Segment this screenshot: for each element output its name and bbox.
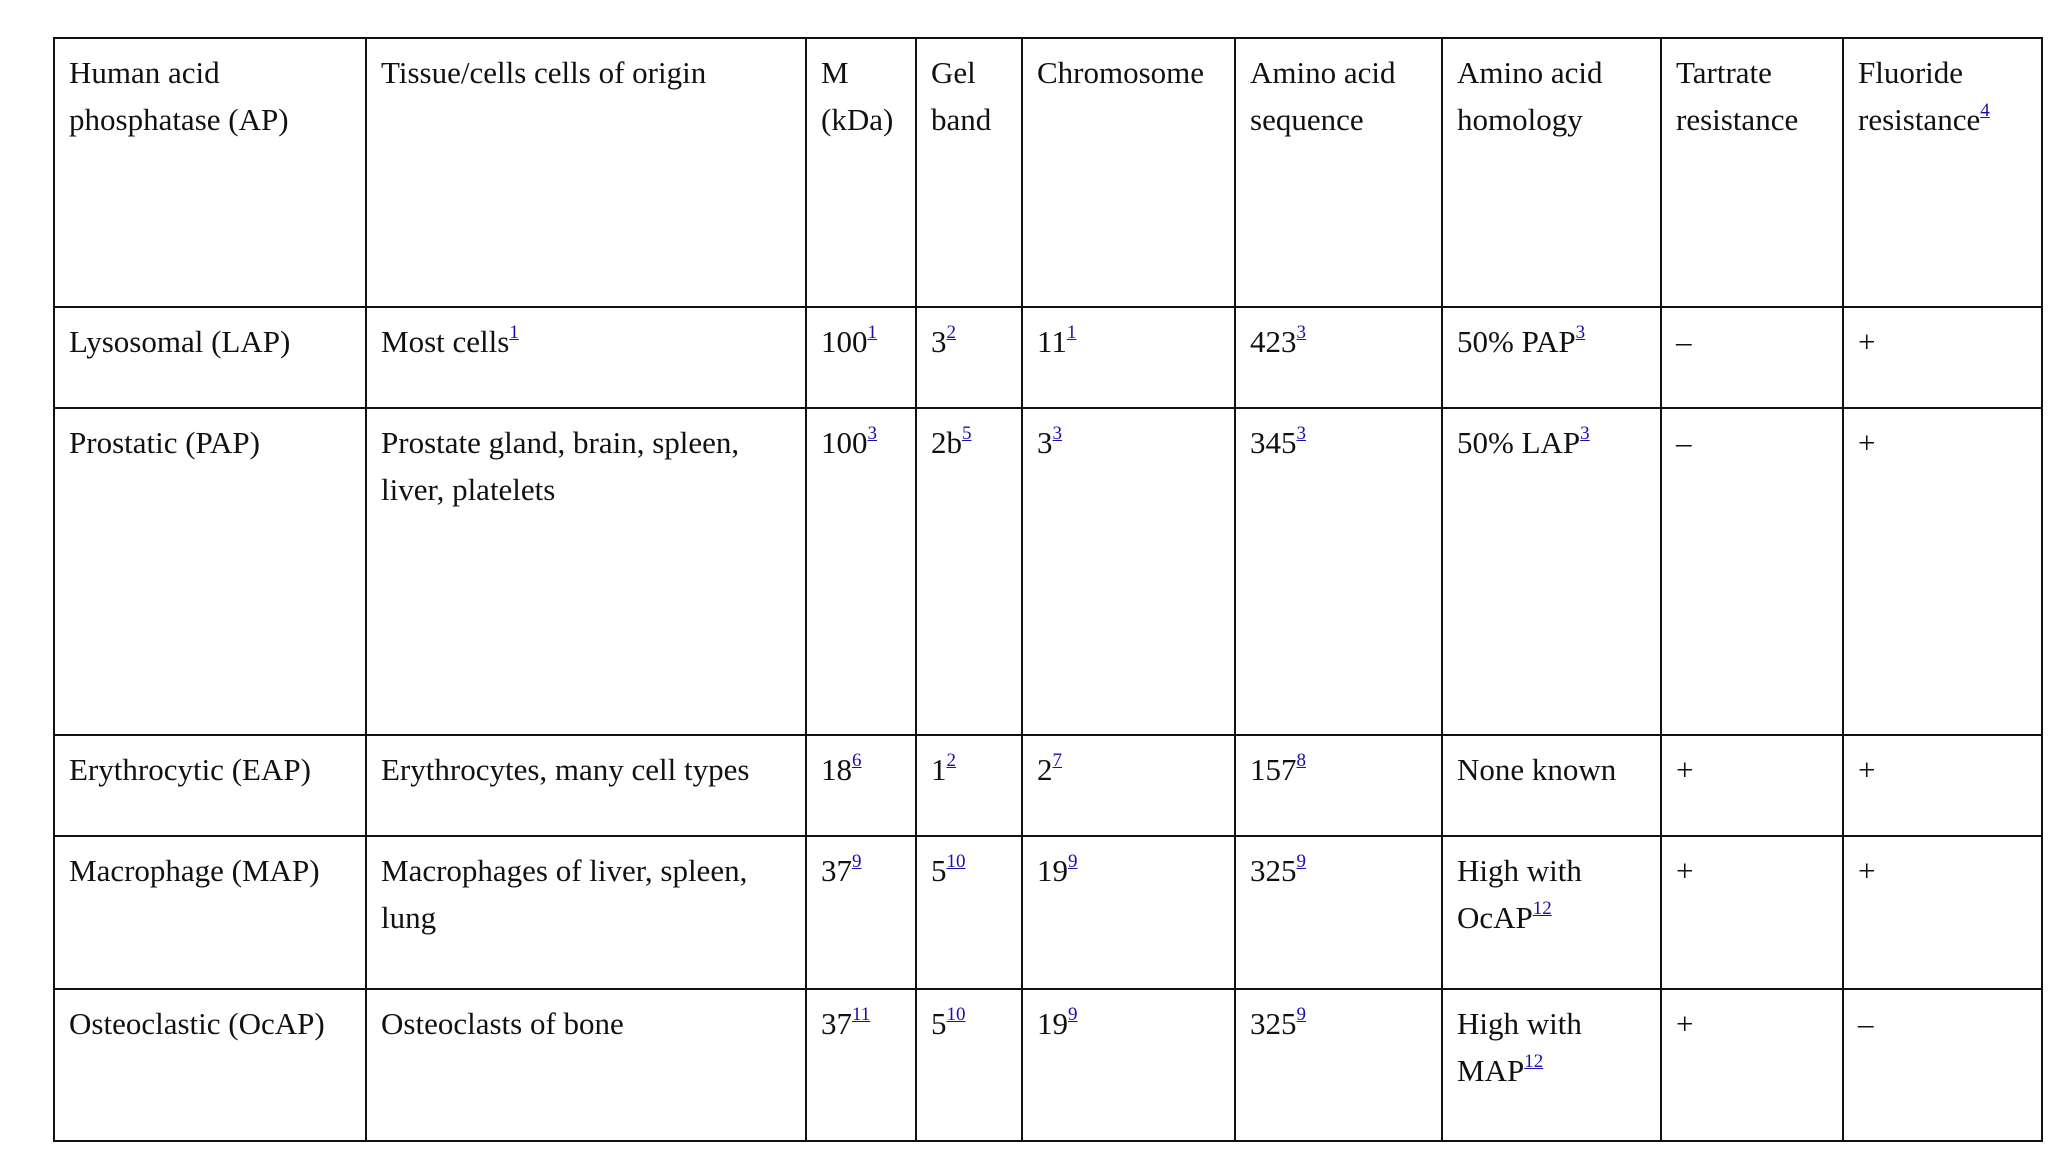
table-cell (1661, 408, 1843, 735)
cell-text: Lysosomal (LAP) (69, 324, 291, 359)
cell-text: Most cells (381, 324, 510, 359)
footnote-link[interactable]: 3 (1296, 322, 1306, 343)
table-cell (1661, 307, 1843, 408)
footnote-link[interactable]: 9 (1296, 1004, 1306, 1025)
cell-text: 11 (1037, 324, 1067, 359)
table-cell (1235, 836, 1442, 989)
footnote-link[interactable]: 1 (867, 322, 877, 343)
table-cell (366, 408, 806, 735)
cell-text: 325 (1250, 1006, 1297, 1041)
table-cell (806, 307, 916, 408)
footnote-ref (1297, 1004, 1307, 1025)
footnote-ref (1297, 423, 1307, 444)
footnote-ref (1297, 322, 1307, 343)
table-cell (366, 735, 806, 836)
table-cell (1661, 735, 1843, 836)
cell-text: Erythrocytes, many cell types (381, 752, 750, 787)
cell-text: Osteoclastic (OcAP) (69, 1006, 325, 1041)
table-cell (916, 307, 1022, 408)
header-cell (1442, 38, 1661, 307)
table-cell (1235, 735, 1442, 836)
table-cell (366, 836, 806, 989)
footnote-link[interactable]: 7 (1052, 750, 1062, 771)
table-row (54, 307, 2042, 408)
footnote-ref (868, 322, 878, 343)
table-cell (54, 989, 366, 1141)
footnote-ref (962, 423, 972, 444)
footnote-link[interactable]: 12 (1524, 1051, 1544, 1072)
footnote-link[interactable]: 3 (867, 423, 877, 444)
table-cell (1843, 408, 2042, 735)
header-text: M (kDa) (821, 55, 894, 137)
table-cell (366, 989, 806, 1141)
footnote-link[interactable]: 3 (1296, 423, 1306, 444)
table-cell (806, 989, 916, 1141)
header-text: Chromosome (1037, 55, 1205, 90)
table-cell (54, 836, 366, 989)
footnote-link[interactable]: 1 (1066, 322, 1077, 343)
footnote-ref (947, 322, 957, 343)
cell-text: High with MAP (1457, 1006, 1582, 1088)
footnote-link[interactable]: 8 (1296, 750, 1306, 771)
footnote-ref (947, 851, 966, 872)
footnote-link[interactable]: 3 (1575, 322, 1586, 343)
footnote-ref (1533, 898, 1552, 919)
cell-text: + (1676, 752, 1694, 787)
cell-text: + (1858, 324, 1876, 359)
footnote-link[interactable]: 2 (946, 750, 956, 771)
footnote-link[interactable]: 9 (1296, 851, 1306, 872)
table-cell (806, 408, 916, 735)
footnote-ref (852, 750, 862, 771)
header-cell (1235, 38, 1442, 307)
table-cell (1843, 989, 2042, 1141)
table-cell (916, 989, 1022, 1141)
footnote-link[interactable]: 9 (852, 851, 862, 872)
footnote-ref (1067, 322, 1077, 343)
header-text: Tartrate resistance (1676, 55, 1799, 137)
footnote-ref (1576, 322, 1586, 343)
table-row (54, 836, 2042, 989)
footnote-ref (1980, 100, 1990, 121)
footnote-link[interactable]: 4 (1980, 100, 1990, 121)
table-cell (806, 735, 916, 836)
cell-text: 18 (821, 752, 852, 787)
cell-text: 50% PAP (1457, 324, 1576, 359)
cell-text: + (1676, 1006, 1694, 1041)
table-cell (1442, 307, 1661, 408)
header-cell (1843, 38, 2042, 307)
header-cell (366, 38, 806, 307)
cell-text: + (1858, 752, 1876, 787)
cell-text: High with OcAP (1457, 853, 1582, 935)
footnote-ref (1068, 851, 1078, 872)
table-row (54, 989, 2042, 1141)
table-cell (1235, 307, 1442, 408)
table-cell (1022, 989, 1235, 1141)
footnote-link[interactable]: 10 (946, 1004, 966, 1025)
table-cell (54, 735, 366, 836)
cell-text: 37 (821, 1006, 852, 1041)
table-cell (1661, 989, 1843, 1141)
footnote-ref (868, 423, 878, 444)
header-text: Human acid phosphatase (AP) (69, 55, 289, 137)
cell-text: 19 (1037, 853, 1068, 888)
footnote-link[interactable]: 3 (1580, 423, 1590, 444)
table-cell (916, 408, 1022, 735)
table-cell (1442, 735, 1661, 836)
table-cell (806, 836, 916, 989)
cell-text: 1 (931, 752, 947, 787)
cell-text: + (1676, 853, 1694, 888)
table-cell (54, 408, 366, 735)
table-cell (366, 307, 806, 408)
footnote-link[interactable]: 6 (852, 750, 862, 771)
cell-text: – (1676, 425, 1692, 460)
table-cell (1022, 735, 1235, 836)
cell-text: Osteoclasts of bone (381, 1006, 624, 1041)
cell-text: – (1676, 324, 1692, 359)
cell-text: 100 (821, 425, 868, 460)
cell-text: – (1858, 1006, 1874, 1041)
cell-text: 100 (821, 324, 868, 359)
header-cell (806, 38, 916, 307)
table-cell (916, 836, 1022, 989)
footnote-link[interactable]: 3 (1052, 423, 1062, 444)
table-cell (1235, 408, 1442, 735)
footnote-ref (1053, 423, 1063, 444)
table-cell (1661, 836, 1843, 989)
table-cell (1442, 836, 1661, 989)
header-cell (1022, 38, 1235, 307)
cell-text: Prostate gland, brain, spleen, liver, platelets (381, 425, 740, 507)
table-cell (1843, 735, 2042, 836)
table-cell (1442, 408, 1661, 735)
header-text: Amino acid sequence (1250, 55, 1396, 137)
header-text: Gel band (931, 55, 992, 137)
cell-text: None known (1457, 752, 1617, 787)
header-cell (54, 38, 366, 307)
cell-text: 2b (931, 425, 962, 460)
footnote-ref (1053, 750, 1063, 771)
footnote-link[interactable]: 10 (946, 851, 966, 872)
footnote-ref (1580, 423, 1590, 444)
cell-text: Macrophage (MAP) (69, 853, 320, 888)
cell-text: 5 (931, 1006, 947, 1041)
header-text: Amino acid homology (1457, 55, 1603, 137)
footnote-ref (1068, 1004, 1078, 1025)
cell-text: 423 (1250, 324, 1297, 359)
footnote-ref (1297, 851, 1307, 872)
cell-text: 3 (931, 324, 947, 359)
table-cell (1442, 989, 1661, 1141)
footnote-ref (947, 1004, 966, 1025)
footnote-ref (1297, 750, 1307, 771)
footnote-link[interactable]: 11 (852, 1004, 871, 1025)
cell-text: + (1858, 853, 1876, 888)
cell-text: 19 (1037, 1006, 1068, 1041)
cell-text: 325 (1250, 853, 1297, 888)
table-cell (1843, 307, 2042, 408)
cell-text: Erythrocytic (EAP) (69, 752, 311, 787)
footnote-ref (852, 851, 862, 872)
acid-phosphatase-table (53, 37, 2043, 1142)
header-cell (1661, 38, 1843, 307)
footnote-ref (947, 750, 957, 771)
table-cell (1022, 408, 1235, 735)
cell-text: 2 (1037, 752, 1053, 787)
cell-text: 5 (931, 853, 947, 888)
header-row (54, 38, 2042, 307)
cell-text: + (1858, 425, 1876, 460)
footnote-ref (852, 1004, 870, 1025)
footnote-link[interactable]: 5 (962, 423, 972, 444)
cell-text: 345 (1250, 425, 1297, 460)
header-text: Fluoride resistance (1858, 55, 1981, 137)
footnote-link[interactable]: 2 (946, 322, 956, 343)
table-cell (916, 735, 1022, 836)
footnote-ref (1524, 1051, 1543, 1072)
cell-text: Prostatic (PAP) (69, 425, 260, 460)
cell-text: 3 (1037, 425, 1053, 460)
table-row (54, 408, 2042, 735)
footnote-link[interactable]: 1 (509, 322, 519, 343)
table-cell (1235, 989, 1442, 1141)
table-row (54, 735, 2042, 836)
cell-text: 37 (821, 853, 852, 888)
header-text: Tissue/cells cells of origin (381, 55, 707, 90)
cell-text: 157 (1250, 752, 1297, 787)
cell-text: Macrophages of liver, spleen, lung (381, 853, 748, 935)
table-cell (54, 307, 366, 408)
header-cell (916, 38, 1022, 307)
footnote-ref (509, 322, 519, 343)
footnote-link[interactable]: 12 (1532, 898, 1552, 919)
table-cell (1022, 836, 1235, 989)
footnote-link[interactable]: 9 (1068, 851, 1078, 872)
cell-text: 50% LAP (1457, 425, 1581, 460)
table-cell (1022, 307, 1235, 408)
footnote-link[interactable]: 9 (1068, 1004, 1078, 1025)
table-cell (1843, 836, 2042, 989)
